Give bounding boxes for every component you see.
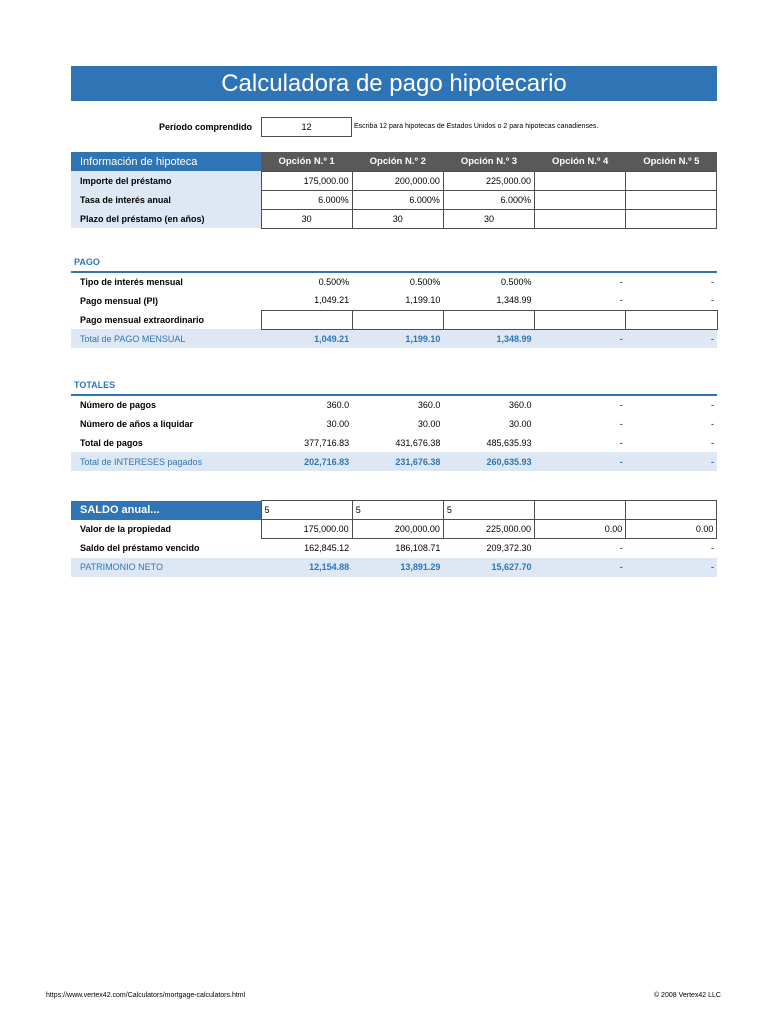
total-cell: 15,627.70 xyxy=(443,558,534,577)
table-cell: 162,845.12 xyxy=(304,543,350,554)
interest-rate-input[interactable]: 6.000% xyxy=(443,190,534,209)
property-value-input[interactable]: 0.00 xyxy=(535,520,626,539)
interest-rate-input[interactable]: 6.000% xyxy=(261,190,352,209)
row-label: Importe del préstamo xyxy=(71,171,261,190)
interest-rate-row xyxy=(71,190,717,209)
row-label: Tipo de interés mensual xyxy=(80,277,183,287)
total-cell: 1,049.21 xyxy=(261,329,352,348)
option-header: Opción N.º 2 xyxy=(352,152,443,171)
total-cell: 1,199.10 xyxy=(352,329,443,348)
table-row xyxy=(71,395,717,414)
totales-table xyxy=(71,376,717,471)
property-value-input[interactable]: 175,000.00 xyxy=(261,520,352,539)
extra-payment-input[interactable] xyxy=(443,310,534,329)
row-label: Valor de la propiedad xyxy=(80,524,172,534)
total-label: PATRIMONIO NETO xyxy=(71,558,261,577)
extra-payment-row xyxy=(71,310,717,329)
row-label: Tasa de interés anual xyxy=(71,190,261,209)
section-title: TOTALES xyxy=(71,376,717,395)
table-cell: 30.00 xyxy=(326,418,350,429)
table-cell: - xyxy=(711,295,714,306)
row-label: Pago mensual extraordinario xyxy=(71,310,261,329)
table-row xyxy=(71,433,717,452)
interest-rate-input[interactable] xyxy=(535,190,626,209)
table-row xyxy=(71,291,717,310)
row-label: Pago mensual (PI) xyxy=(80,295,159,306)
loan-amount-row xyxy=(71,171,717,190)
year-input[interactable] xyxy=(535,501,626,520)
table-cell: 1,049.21 xyxy=(314,295,350,306)
year-input[interactable]: 5 xyxy=(352,501,443,520)
section-title: PAGO xyxy=(71,253,717,272)
total-cell: - xyxy=(535,452,626,471)
table-row xyxy=(71,272,717,291)
table-cell: 209,372.30 xyxy=(486,543,532,554)
table-cell: 0.500% xyxy=(501,277,532,287)
info-header: Información de hipoteca xyxy=(71,152,261,171)
table-cell: - xyxy=(710,543,714,554)
row-label: Número de pagos xyxy=(80,400,157,410)
table-cell: 360.0 xyxy=(509,400,532,410)
table-cell: 360.0 xyxy=(326,400,350,410)
info-table xyxy=(71,152,717,229)
period-input[interactable]: 12 xyxy=(261,117,352,137)
table-cell: 186,108.71 xyxy=(395,543,441,554)
total-label: Total de PAGO MENSUAL xyxy=(71,329,261,348)
interest-rate-input[interactable]: 6.000% xyxy=(352,190,443,209)
loan-term-input[interactable]: 30 xyxy=(261,209,352,228)
table-cell: - xyxy=(619,295,623,306)
interest-rate-input[interactable] xyxy=(626,190,717,209)
extra-payment-input[interactable] xyxy=(535,310,626,329)
footer-url[interactable]: https://www.vertex42.com/Calculators/mortgage-calculators.html xyxy=(46,992,246,999)
table-cell: - xyxy=(711,400,714,410)
table-cell: - xyxy=(711,437,714,448)
table-cell: 1,199.10 xyxy=(405,295,441,306)
table-cell: - xyxy=(619,543,623,554)
extra-payment-input[interactable] xyxy=(261,310,352,329)
table-cell: - xyxy=(711,418,714,429)
total-cell: 202,716.83 xyxy=(261,452,352,471)
saldo-table xyxy=(71,500,717,577)
total-row xyxy=(71,452,717,471)
row-label: Plazo del préstamo (en años) xyxy=(71,209,261,228)
total-cell: - xyxy=(626,329,717,348)
total-cell: 1,348.99 xyxy=(443,329,534,348)
row-label: Número de años a liquidar xyxy=(80,418,194,429)
info-header-row xyxy=(71,152,717,171)
table-cell: 30.00 xyxy=(509,418,532,429)
option-header: Opción N.º 4 xyxy=(535,152,626,171)
year-input[interactable]: 5 xyxy=(443,501,534,520)
row-label: Total de pagos xyxy=(80,437,143,448)
property-value-row xyxy=(71,520,717,539)
option-header: Opción N.º 1 xyxy=(261,152,352,171)
table-cell: 0.500% xyxy=(409,277,441,287)
loan-term-row xyxy=(71,209,717,228)
total-cell: 231,676.38 xyxy=(352,452,443,471)
table-cell: 377,716.83 xyxy=(304,437,350,448)
loan-term-input[interactable] xyxy=(535,209,626,228)
option-header: Opción N.º 3 xyxy=(443,152,534,171)
loan-amount-input[interactable] xyxy=(626,171,717,190)
table-cell: - xyxy=(619,437,623,448)
table-cell: - xyxy=(619,400,623,410)
property-value-input[interactable]: 0.00 xyxy=(626,520,717,539)
total-cell: 12,154.88 xyxy=(261,558,352,577)
total-label: Total de INTERESES pagados xyxy=(71,452,261,471)
property-value-input[interactable]: 200,000.00 xyxy=(352,520,443,539)
pago-table xyxy=(71,253,718,348)
total-cell: 13,891.29 xyxy=(352,558,443,577)
year-input[interactable]: 5 xyxy=(261,501,352,520)
table-cell: 485,635.93 xyxy=(486,437,532,448)
table-cell: 30.00 xyxy=(417,418,441,429)
table-cell: - xyxy=(619,277,623,287)
period-note: Escriba 12 para hipotecas de Estados Unidos o 2 para hipotecas canadienses. xyxy=(354,123,599,130)
period-label: Período comprendido xyxy=(158,122,252,132)
loan-term-input[interactable]: 30 xyxy=(443,209,534,228)
period-row xyxy=(71,117,717,137)
property-value-input[interactable]: 225,000.00 xyxy=(443,520,534,539)
loan-amount-input[interactable]: 200,000.00 xyxy=(352,171,443,190)
total-row xyxy=(71,329,717,348)
total-cell: - xyxy=(535,558,626,577)
total-cell: - xyxy=(626,452,717,471)
total-cell: - xyxy=(626,558,717,577)
table-cell: 431,676.38 xyxy=(395,437,441,448)
year-input[interactable] xyxy=(626,501,717,520)
loan-amount-input[interactable]: 175,000.00 xyxy=(261,171,352,190)
table-cell: - xyxy=(619,418,623,429)
loan-term-input[interactable] xyxy=(626,209,717,228)
total-row xyxy=(71,558,717,577)
total-cell: 260,635.93 xyxy=(443,452,534,471)
row-label: Saldo del préstamo vencido xyxy=(80,543,200,553)
table-row xyxy=(71,414,717,433)
loan-amount-input[interactable]: 225,000.00 xyxy=(443,171,534,190)
table-cell: 360.0 xyxy=(417,400,441,410)
total-cell: - xyxy=(535,329,626,348)
table-cell: - xyxy=(711,277,714,287)
page-title: Calculadora de pago hipotecario xyxy=(71,66,717,101)
table-cell: 0.500% xyxy=(318,277,350,287)
footer-copyright: © 2008 Vertex42 LLC xyxy=(653,992,721,999)
extra-payment-input[interactable] xyxy=(626,310,717,329)
saldo-header-row xyxy=(71,501,717,520)
saldo-header: SALDO anual... xyxy=(71,501,261,520)
loan-term-input[interactable]: 30 xyxy=(352,209,443,228)
loan-amount-input[interactable] xyxy=(535,171,626,190)
table-cell: 1,348.99 xyxy=(496,295,532,306)
extra-payment-input[interactable] xyxy=(352,310,443,329)
table-row xyxy=(71,539,717,558)
option-header: Opción N.º 5 xyxy=(626,152,717,171)
